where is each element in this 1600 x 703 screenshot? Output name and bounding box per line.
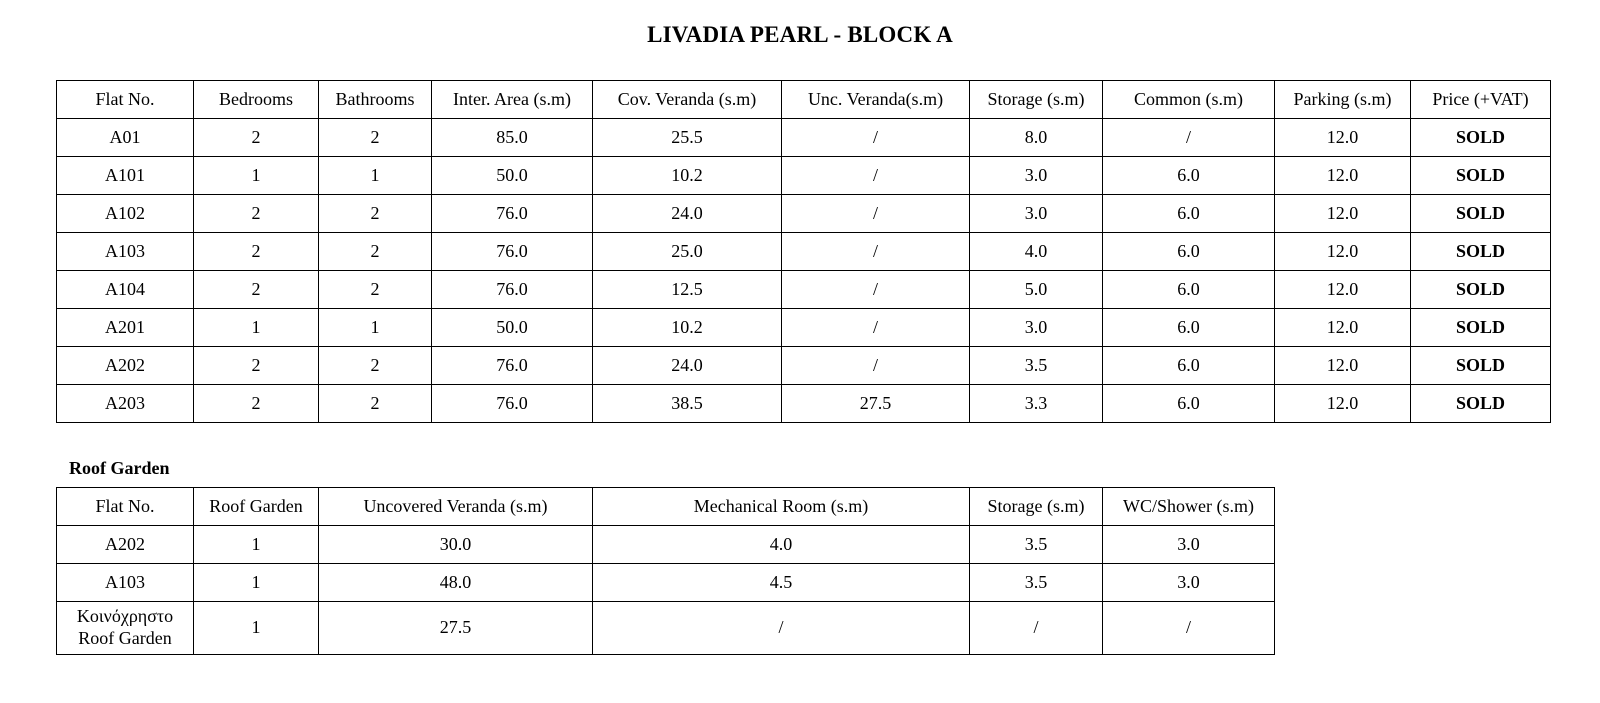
column-header: Unc. Veranda(s.m) [782, 81, 970, 119]
interior-area-cell: 76.0 [432, 195, 593, 233]
bathrooms-cell: 2 [319, 271, 432, 309]
uncovered-veranda-cell: / [782, 195, 970, 233]
storage-cell: / [970, 602, 1103, 655]
interior-area-cell: 76.0 [432, 271, 593, 309]
uncovered-veranda-cell: / [782, 119, 970, 157]
column-header: Roof Garden [194, 488, 319, 526]
bedrooms-cell: 2 [194, 271, 319, 309]
common-cell: 6.0 [1103, 271, 1275, 309]
column-header: Price (+VAT) [1411, 81, 1551, 119]
wc-shower-cell: 3.0 [1103, 564, 1275, 602]
interior-area-cell: 85.0 [432, 119, 593, 157]
roof-garden-table [56, 487, 1275, 655]
flat-number-cell: A102 [57, 195, 194, 233]
column-header: Uncovered Veranda (s.m) [319, 488, 593, 526]
storage-cell: 3.5 [970, 347, 1103, 385]
flat-number-cell: A202 [57, 347, 194, 385]
column-header: Mechanical Room (s.m) [593, 488, 970, 526]
common-cell: 6.0 [1103, 233, 1275, 271]
uncovered-veranda-cell: / [782, 157, 970, 195]
column-header: Storage (s.m) [970, 81, 1103, 119]
bathrooms-cell: 2 [319, 195, 432, 233]
bedrooms-cell: 2 [194, 385, 319, 423]
covered-veranda-cell: 25.5 [593, 119, 782, 157]
parking-cell: 12.0 [1275, 347, 1411, 385]
flat-number-cell: A101 [57, 157, 194, 195]
roof-garden-cell: 1 [194, 564, 319, 602]
bathrooms-cell: 2 [319, 385, 432, 423]
covered-veranda-cell: 25.0 [593, 233, 782, 271]
uncovered-veranda-cell: 27.5 [782, 385, 970, 423]
price-cell: SOLD [1411, 119, 1551, 157]
wc-shower-cell: 3.0 [1103, 526, 1275, 564]
storage-cell: 4.0 [970, 233, 1103, 271]
bathrooms-cell: 1 [319, 157, 432, 195]
bathrooms-cell: 2 [319, 233, 432, 271]
parking-cell: 12.0 [1275, 271, 1411, 309]
table-row [57, 309, 1551, 347]
mechanical-room-cell: 4.5 [593, 564, 970, 602]
table-header-row [57, 488, 1275, 526]
interior-area-cell: 76.0 [432, 233, 593, 271]
column-header: Inter. Area (s.m) [432, 81, 593, 119]
interior-area-cell: 50.0 [432, 309, 593, 347]
table-row [57, 385, 1551, 423]
storage-cell: 5.0 [970, 271, 1103, 309]
price-cell: SOLD [1411, 195, 1551, 233]
column-header: Bathrooms [319, 81, 432, 119]
apartment-table [56, 80, 1551, 423]
flat-number-cell: A203 [57, 385, 194, 423]
table-row [57, 564, 1275, 602]
storage-cell: 3.5 [970, 564, 1103, 602]
roof-garden-section-title: Roof Garden [69, 458, 170, 478]
covered-veranda-cell: 12.5 [593, 271, 782, 309]
uncovered-veranda-cell: 48.0 [319, 564, 593, 602]
table-row [57, 526, 1275, 564]
flat-number-cell: A201 [57, 309, 194, 347]
interior-area-cell: 76.0 [432, 347, 593, 385]
bedrooms-cell: 2 [194, 347, 319, 385]
table-row [57, 271, 1551, 309]
parking-cell: 12.0 [1275, 157, 1411, 195]
table-row [57, 157, 1551, 195]
price-cell: SOLD [1411, 157, 1551, 195]
table-row [57, 233, 1551, 271]
covered-veranda-cell: 24.0 [593, 347, 782, 385]
uncovered-veranda-cell: 27.5 [319, 602, 593, 655]
roof-garden-cell: 1 [194, 602, 319, 655]
table-row [57, 119, 1551, 157]
bedrooms-cell: 2 [194, 119, 319, 157]
interior-area-cell: 76.0 [432, 385, 593, 423]
bedrooms-cell: 2 [194, 233, 319, 271]
table-row [57, 195, 1551, 233]
uncovered-veranda-cell: / [782, 309, 970, 347]
wc-shower-cell: / [1103, 602, 1275, 655]
page-title: LIVADIA PEARL - BLOCK A [647, 22, 953, 47]
storage-cell: 3.0 [970, 157, 1103, 195]
common-cell: 6.0 [1103, 385, 1275, 423]
column-header: Bedrooms [194, 81, 319, 119]
parking-cell: 12.0 [1275, 233, 1411, 271]
common-cell: 6.0 [1103, 195, 1275, 233]
uncovered-veranda-cell: / [782, 271, 970, 309]
parking-cell: 12.0 [1275, 195, 1411, 233]
column-header: WC/Shower (s.m) [1103, 488, 1275, 526]
bedrooms-cell: 1 [194, 309, 319, 347]
covered-veranda-cell: 10.2 [593, 309, 782, 347]
common-cell: 6.0 [1103, 157, 1275, 195]
covered-veranda-cell: 24.0 [593, 195, 782, 233]
price-cell: SOLD [1411, 309, 1551, 347]
bedrooms-cell: 1 [194, 157, 319, 195]
flat-number-line-2: Roof Garden [78, 628, 172, 648]
mechanical-room-cell: / [593, 602, 970, 655]
bedrooms-cell: 2 [194, 195, 319, 233]
bathrooms-cell: 1 [319, 309, 432, 347]
storage-cell: 3.5 [970, 526, 1103, 564]
common-cell: 6.0 [1103, 347, 1275, 385]
storage-cell: 3.3 [970, 385, 1103, 423]
column-header: Storage (s.m) [970, 488, 1103, 526]
column-header: Parking (s.m) [1275, 81, 1411, 119]
flat-number-line-1: Κοινόχρηστο [76, 606, 174, 627]
column-header: Flat No. [57, 488, 194, 526]
column-header: Cov. Veranda (s.m) [593, 81, 782, 119]
uncovered-veranda-cell: 30.0 [319, 526, 593, 564]
price-cell: SOLD [1411, 233, 1551, 271]
storage-cell: 3.0 [970, 195, 1103, 233]
column-header: Common (s.m) [1103, 81, 1275, 119]
roof-garden-cell: 1 [194, 526, 319, 564]
parking-cell: 12.0 [1275, 309, 1411, 347]
storage-cell: 3.0 [970, 309, 1103, 347]
table-row [57, 602, 1275, 655]
storage-cell: 8.0 [970, 119, 1103, 157]
parking-cell: 12.0 [1275, 119, 1411, 157]
common-cell: / [1103, 119, 1275, 157]
common-cell: 6.0 [1103, 309, 1275, 347]
price-cell: SOLD [1411, 347, 1551, 385]
bathrooms-cell: 2 [319, 347, 432, 385]
parking-cell: 12.0 [1275, 385, 1411, 423]
mechanical-room-cell: 4.0 [593, 526, 970, 564]
price-cell: SOLD [1411, 271, 1551, 309]
uncovered-veranda-cell: / [782, 347, 970, 385]
covered-veranda-cell: 10.2 [593, 157, 782, 195]
uncovered-veranda-cell: / [782, 233, 970, 271]
flat-number-cell: A104 [57, 271, 194, 309]
flat-number-cell [57, 602, 194, 655]
price-cell: SOLD [1411, 385, 1551, 423]
covered-veranda-cell: 38.5 [593, 385, 782, 423]
interior-area-cell: 50.0 [432, 157, 593, 195]
table-header-row [57, 81, 1551, 119]
column-header: Flat No. [57, 81, 194, 119]
flat-number-cell: A103 [57, 233, 194, 271]
table-row [57, 347, 1551, 385]
bathrooms-cell: 2 [319, 119, 432, 157]
flat-number-cell: A01 [57, 119, 194, 157]
flat-number-cell: A202 [57, 526, 194, 564]
flat-number-cell: A103 [57, 564, 194, 602]
